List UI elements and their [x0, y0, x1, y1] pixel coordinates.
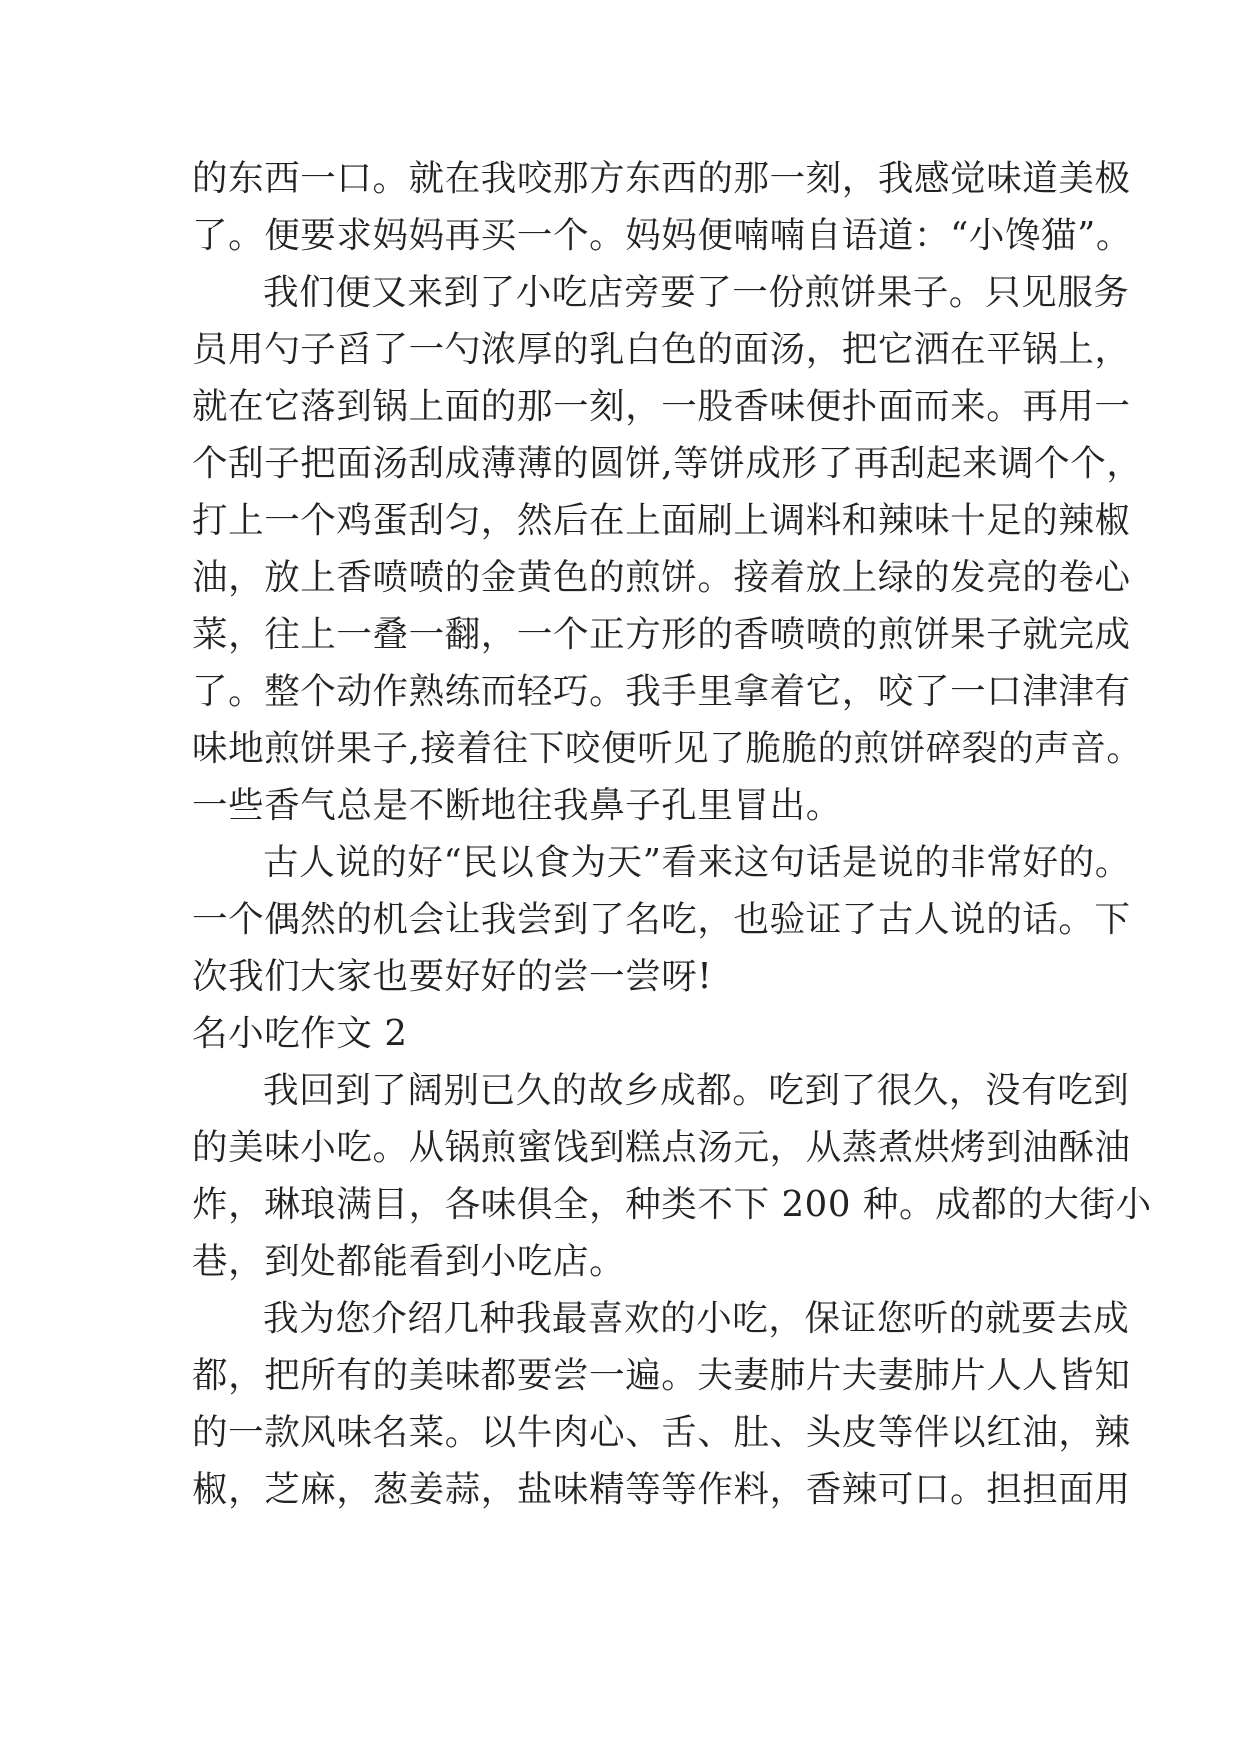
text-line: 椒，芝麻，葱姜蒜，盐味精等等作料，香辣可口。担担面用: [192, 1469, 1131, 1510]
text-line: 的一款风味名菜。以牛肉心、舌、肚、头皮等伴以红油，辣: [192, 1412, 1131, 1453]
text-line: 古人说的好“民以食为天”看来这句话是说的非常好的。: [263, 842, 1131, 883]
text-line: 我们便又来到了小吃店旁要了一份煎饼果子。只见服务: [263, 272, 1130, 313]
text-line: 的东西一口。就在我咬那方东西的那一刻，我感觉味道美极: [192, 158, 1131, 199]
text-line: 一个偶然的机会让我尝到了名吃，也验证了古人说的话。下: [192, 899, 1131, 940]
section-title: 名小吃作文 2: [192, 1013, 408, 1054]
text-line: 味地煎饼果子,接着往下咬便听见了脆脆的煎饼碎裂的声音。: [192, 728, 1143, 769]
text-line: 了。整个动作熟练而轻巧。我手里拿着它，咬了一口津津有: [192, 671, 1131, 712]
text-line: 一些香气总是不断地往我鼻子孔里冒出。: [192, 785, 842, 826]
text-line: 我为您介绍几种我最喜欢的小吃，保证您听的就要去成: [263, 1298, 1130, 1339]
text-line: 菜，往上一叠一翻，一个正方形的香喷喷的煎饼果子就完成: [192, 614, 1131, 655]
text-line: 个刮子把面汤刮成薄薄的圆饼,等饼成形了再刮起来调个个，: [192, 443, 1143, 484]
text-line: 的美味小吃。从锅煎蜜饯到糕点汤元，从蒸煮烘烤到油酥油: [192, 1127, 1131, 1168]
text-line: 巷，到处都能看到小吃店。: [192, 1241, 626, 1282]
text-line: 都，把所有的美味都要尝一遍。夫妻肺片夫妻肺片人人皆知: [192, 1355, 1131, 1396]
paragraph: [192, 264, 1143, 834]
text-line: 炸，琳琅满目，各味俱全，种类不下 200 种。成都的大街小: [192, 1184, 1152, 1225]
paragraph: [192, 834, 1131, 1005]
text-line: 次我们大家也要好好的尝一尝呀!: [192, 956, 713, 997]
paragraph: [192, 1062, 1152, 1290]
text-line: 员用勺子舀了一勺浓厚的乳白色的面汤，把它洒在平锅上，: [192, 329, 1131, 370]
text-line: 了。便要求妈妈再买一个。妈妈便喃喃自语道：“小馋猫”。: [192, 215, 1132, 256]
paragraph: [192, 1290, 1131, 1518]
text-line: 打上一个鸡蛋刮匀，然后在上面刷上调料和辣味十足的辣椒: [192, 500, 1131, 541]
text-line: 就在它落到锅上面的那一刻，一股香味便扑面而来。再用一: [192, 386, 1131, 427]
document-body: [192, 150, 1152, 1518]
paragraph: [192, 150, 1132, 264]
text-line: 油，放上香喷喷的金黄色的煎饼。接着放上绿的发亮的卷心: [192, 557, 1131, 598]
text-line: 我回到了阔别已久的故乡成都。吃到了很久，没有吃到: [263, 1070, 1130, 1111]
